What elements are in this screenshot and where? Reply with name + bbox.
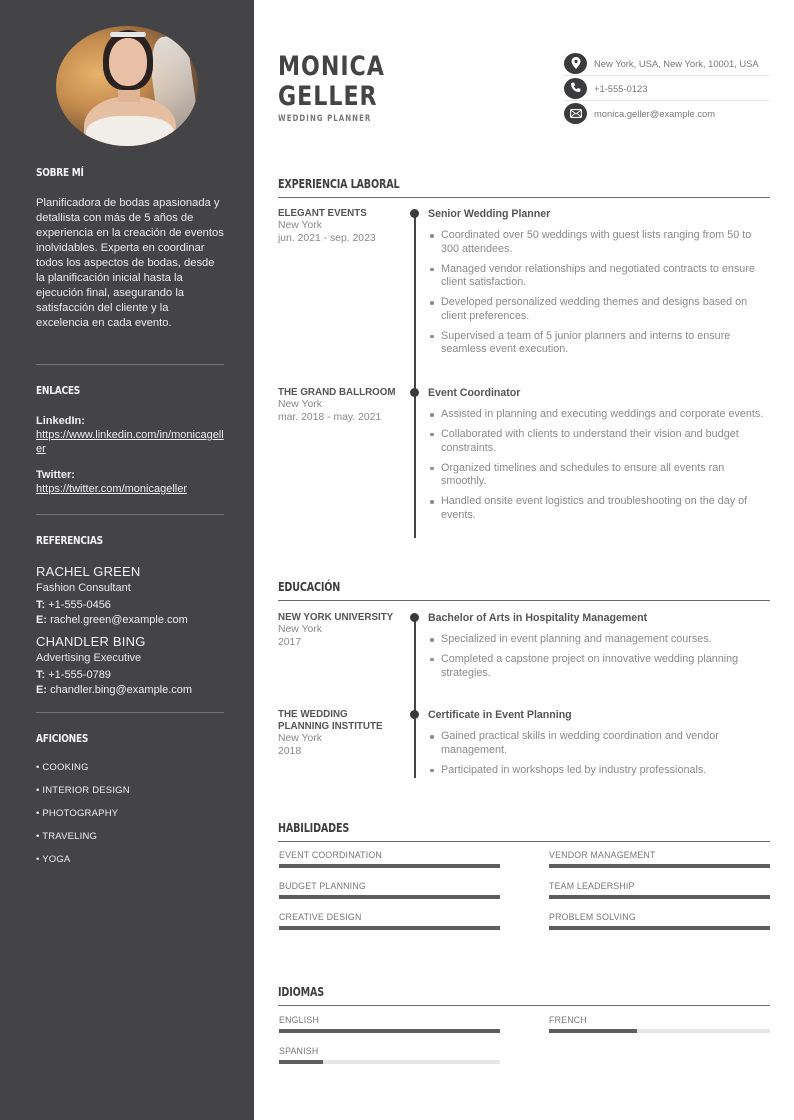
bullet-item: Collaborated with clients to understand their vision and budget constraints. (428, 428, 770, 455)
languages-heading: IDIOMAS (278, 983, 770, 1006)
reference-role: Advertising Executive (36, 652, 142, 664)
bullet-item: Coordinated over 50 weddings with guest lists ranging from 50 to 300 attendees. (428, 229, 770, 256)
candidate-name: MONICA GELLER (278, 51, 385, 112)
bullet-item: Developed personalized wedding themes and designs based on client preferences. (428, 296, 770, 323)
timeline-line (414, 616, 416, 708)
linkedin-link[interactable]: https://www.linkedin.com/in/monicageller (36, 429, 224, 455)
hobby-item: • COOKING (36, 762, 89, 773)
references-section (36, 534, 224, 698)
skill-bar (549, 864, 770, 868)
timeline-dot-icon (410, 388, 419, 397)
company-name: THE GRAND BALLROOM (278, 387, 396, 398)
language-item: ENGLISH (279, 1015, 500, 1033)
employment-dates: jun. 2021 - sep. 2023 (278, 232, 376, 244)
company-location: New York (278, 220, 322, 231)
reference-phone: T: +1-555-0789 (36, 669, 111, 681)
institution-location: New York (278, 733, 322, 744)
language-item: FRENCH (549, 1015, 770, 1033)
skill-item: VENDOR MANAGEMENT (549, 850, 770, 868)
link-linkedin (36, 414, 224, 456)
reference-role: Fashion Consultant (36, 582, 131, 594)
timeline-line (414, 378, 416, 538)
achievement-list (428, 730, 770, 777)
employment-dates: mar. 2018 - may. 2021 (278, 411, 382, 423)
reference-item (36, 564, 224, 628)
twitter-link[interactable]: https://twitter.com/monicageller (36, 483, 188, 495)
degree-name: Certificate in Event Planning (428, 709, 572, 721)
skill-item: EVENT COORDINATION (279, 850, 500, 868)
degree-name: Bachelor of Arts in Hospitality Management (428, 612, 648, 624)
bullet-item: Supervised a team of 5 junior planners and interns to ensure seamless event execution. (428, 330, 770, 357)
location-pin-icon (564, 53, 587, 74)
skill-bar (549, 926, 770, 930)
envelope-icon (564, 103, 587, 124)
references-heading: REFERENCIAS (36, 534, 103, 547)
skill-bar (549, 895, 770, 899)
reference-email: E: rachel.green@example.com (36, 614, 188, 626)
language-item: SPANISH (279, 1046, 500, 1064)
profile-photo (56, 26, 198, 146)
hobby-item: • PHOTOGRAPHY (36, 808, 119, 819)
skill-bar (279, 926, 500, 930)
about-text: Planificadora de bodas apasionada y detallista con más de 5 años de experiencia en la creación de eventos inolvidables. Experta en coordinar todos los aspectos de bodas, desde la planificación inicial hasta la ejecución final, asegurando la satisfacción del cliente y la excelencia en cada evento. (36, 197, 224, 329)
sidebar (0, 0, 254, 1120)
divider (36, 514, 224, 515)
bullet-item: Assisted in planning and executing weddings and corporate events. (428, 408, 770, 422)
divider (36, 364, 224, 365)
phone-text: +1-555-0123 (594, 82, 648, 94)
hobbies-section (36, 732, 224, 877)
bullet-item: Managed vendor relationships and negotiated contracts to ensure client satisfaction. (428, 263, 770, 290)
language-bar (279, 1029, 500, 1033)
bullet-item: Completed a capstone project on innovative wedding planning strategies. (428, 653, 770, 680)
about-section (36, 166, 224, 179)
skill-item: BUDGET PLANNING (279, 881, 500, 899)
contact-info (564, 51, 770, 126)
skill-item: PROBLEM SOLVING (549, 912, 770, 930)
institution-name: THE WEDDING PLANNING INSTITUTE (278, 709, 383, 732)
skills-heading: HABILIDADES (278, 819, 770, 842)
graduation-year: 2017 (278, 636, 302, 648)
reference-name: CHANDLER BING (36, 634, 146, 649)
experience-heading: EXPERIENCIA LABORAL (278, 175, 770, 198)
company-name: ELEGANT EVENTS (278, 208, 367, 219)
language-bar (549, 1029, 770, 1033)
link-twitter (36, 468, 224, 496)
contact-phone (564, 76, 770, 101)
address-text: New York, USA, New York, 10001, USA (594, 57, 759, 69)
contact-email (564, 101, 770, 126)
responsibility-list (428, 408, 770, 522)
timeline-dot-icon (410, 613, 419, 622)
language-bar (279, 1060, 500, 1064)
about-body (36, 196, 224, 331)
links-section (36, 384, 224, 496)
bullet-item: Participated in workshops led by industry professionals. (428, 764, 770, 778)
company-location: New York (278, 399, 322, 410)
timeline-dot-icon (410, 710, 419, 719)
reference-phone: T: +1-555-0456 (36, 599, 111, 611)
links-heading: ENLACES (36, 384, 80, 397)
institution-location: New York (278, 624, 322, 635)
hobby-item: • INTERIOR DESIGN (36, 785, 130, 796)
contact-address (564, 51, 770, 76)
timeline-dot-icon (410, 209, 419, 218)
responsibility-list (428, 229, 770, 357)
institution-name: NEW YORK UNIVERSITY (278, 612, 394, 623)
link-label: LinkedIn: (36, 415, 85, 427)
skill-bar (279, 864, 500, 868)
hobby-item: • YOGA (36, 854, 71, 865)
bullet-item: Gained practical skills in wedding coordination and vendor management. (428, 730, 770, 757)
link-label: Twitter: (36, 469, 75, 481)
bullet-item: Handled onsite event logistics and troubleshooting on the day of events. (428, 495, 770, 522)
job-role: Senior Wedding Planner (428, 208, 551, 220)
education-heading: EDUCACIÓN (278, 578, 770, 601)
graduation-year: 2018 (278, 745, 302, 757)
skill-bar (279, 895, 500, 899)
phone-icon (564, 78, 587, 99)
reference-email: E: chandler.bing@example.com (36, 684, 193, 696)
reference-item (36, 634, 224, 698)
achievement-list (428, 633, 770, 680)
about-heading: SOBRE MÍ (36, 166, 84, 179)
email-text: monica.geller@example.com (594, 108, 716, 119)
skill-item: TEAM LEADERSHIP (549, 881, 770, 899)
timeline-line (414, 212, 416, 386)
job-title: WEDDING PLANNER (278, 114, 372, 124)
bullet-item: Organized timelines and schedules to ensure all events ran smoothly. (428, 462, 770, 489)
hobbies-heading: AFICIONES (36, 732, 89, 745)
reference-name: RACHEL GREEN (36, 564, 141, 579)
job-role: Event Coordinator (428, 387, 521, 399)
skill-item: CREATIVE DESIGN (279, 912, 500, 930)
hobby-item: • TRAVELING (36, 831, 98, 842)
bullet-item: Specialized in event planning and management courses. (428, 633, 770, 647)
divider (36, 712, 224, 713)
